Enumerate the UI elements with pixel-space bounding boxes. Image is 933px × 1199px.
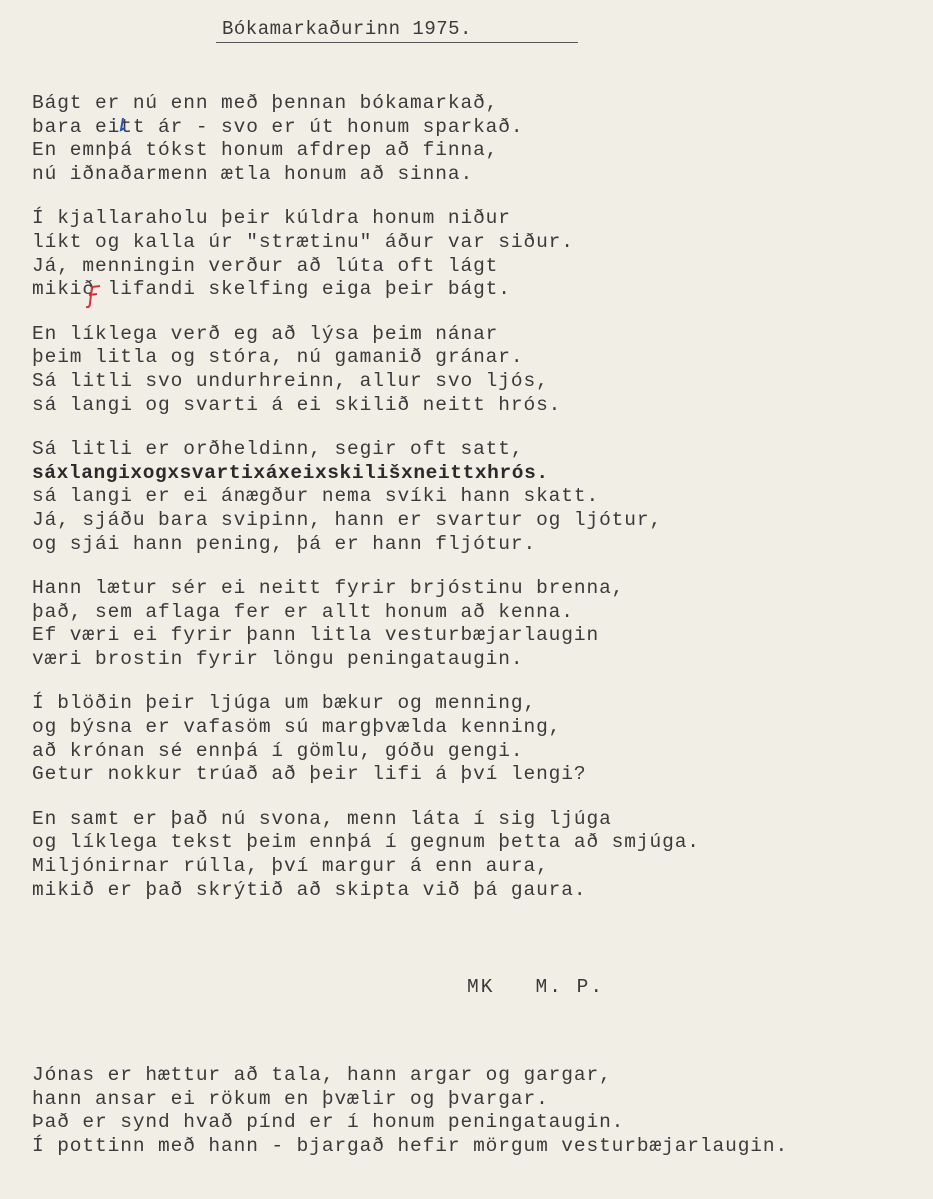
verse-line: Miljónirnar rúlla, því margur á enn aura,	[32, 855, 549, 878]
verse-line: það, sem aflaga fer er allt honum að kenna.	[32, 600, 574, 623]
verse-line: og býsna er vafasöm sú margþvælda kenning,	[32, 716, 562, 739]
verse-line: væri brostin fyrir löngu peningataugin.	[32, 647, 524, 670]
verse-line: og líklega tekst þeim ennþá í gegnum þetta að smjúga.	[32, 831, 700, 854]
struck-out-line: sáxlangixogxsvartixáxeixskilišxneittxhrós.	[32, 461, 549, 484]
verse-line: Sá litli svo undurhreinn, allur svo ljós,	[32, 369, 549, 392]
poem-title: Bókamarkaðurinn 1975.	[222, 18, 472, 40]
verse-line: Bágt er nú enn með þennan bókamarkað,	[32, 92, 499, 114]
verse-line: mikið er það skrýtið að skipta við þá gaura.	[32, 878, 587, 901]
stanza	[32, 692, 912, 786]
signature: MK M. P.	[467, 976, 605, 998]
verse-line: Í blöðin þeir ljúga um bækur og menning,	[32, 692, 537, 715]
stanza	[32, 92, 912, 186]
title-underline	[216, 42, 578, 43]
verse-line: Sá litli er orðheldinn, segir oft satt,	[32, 438, 524, 461]
verse-line: þeim litla og stóra, nú gamanið gránar.	[32, 346, 524, 369]
verse-line: Jónas er hættur að tala, hann argar og gargar,	[32, 1064, 612, 1086]
stanza	[32, 207, 912, 301]
verse-line: hann ansar ei rökum en þvælir og þvargar.	[32, 1087, 549, 1110]
verse-line: Já, sjáðu bara svipinn, hann er svartur og ljótur,	[32, 508, 663, 531]
poem-body	[32, 92, 912, 923]
verse-line: líkt og kalla úr "strætinu" áður var siður.	[32, 230, 574, 253]
verse-line: Í kjallaraholu þeir kúldra honum niður	[32, 207, 511, 230]
verse-line: sá langi og svarti á ei skilið neitt hrós.	[32, 393, 562, 416]
stanza	[32, 577, 912, 671]
stanza	[32, 808, 912, 902]
verse-line: En samt er það nú svona, menn láta í sig ljúga	[32, 807, 612, 830]
blue-ink-correction-mark	[117, 116, 127, 136]
verse-line: Í pottinn með hann - bjargað hefir mörgum vesturbæjarlaugin.	[32, 1134, 789, 1157]
verse-line: og sjái hann pening, þá er hann fljótur.	[32, 532, 537, 555]
verse-line: mikið lifandi skelfing eiga þeir bágt.	[32, 278, 511, 301]
stanza	[32, 323, 912, 417]
verse-line: sá langi er ei ánægður nema svíki hann skatt.	[32, 485, 600, 508]
verse-line: nú iðnaðarmenn ætla honum að sinna.	[32, 162, 474, 185]
verse-line: En líklega verð eg að lýsa þeim nánar	[32, 322, 499, 345]
postscript	[32, 1064, 922, 1158]
red-ink-correction-mark	[84, 283, 106, 311]
stanza	[32, 438, 912, 556]
verse-line: Ef væri ei fyrir þann litla vesturbæjarlaugin	[32, 624, 600, 647]
verse-line: Getur nokkur trúað að þeir lifi á því lengi?	[32, 763, 587, 786]
verse-line: bara eitt ár - svo er út honum sparkað.	[32, 115, 524, 138]
verse-line: að krónan sé ennþá í gömlu, góðu gengi.	[32, 739, 524, 762]
verse-line: Hann lætur sér ei neitt fyrir brjóstinu brenna,	[32, 577, 625, 600]
verse-line: Það er synd hvað pínd er í honum peningataugin.	[32, 1111, 625, 1134]
verse-line: Já, menningin verður að lúta oft lágt	[32, 254, 499, 277]
verse-line: En emnþá tókst honum afdrep að finna,	[32, 139, 499, 162]
